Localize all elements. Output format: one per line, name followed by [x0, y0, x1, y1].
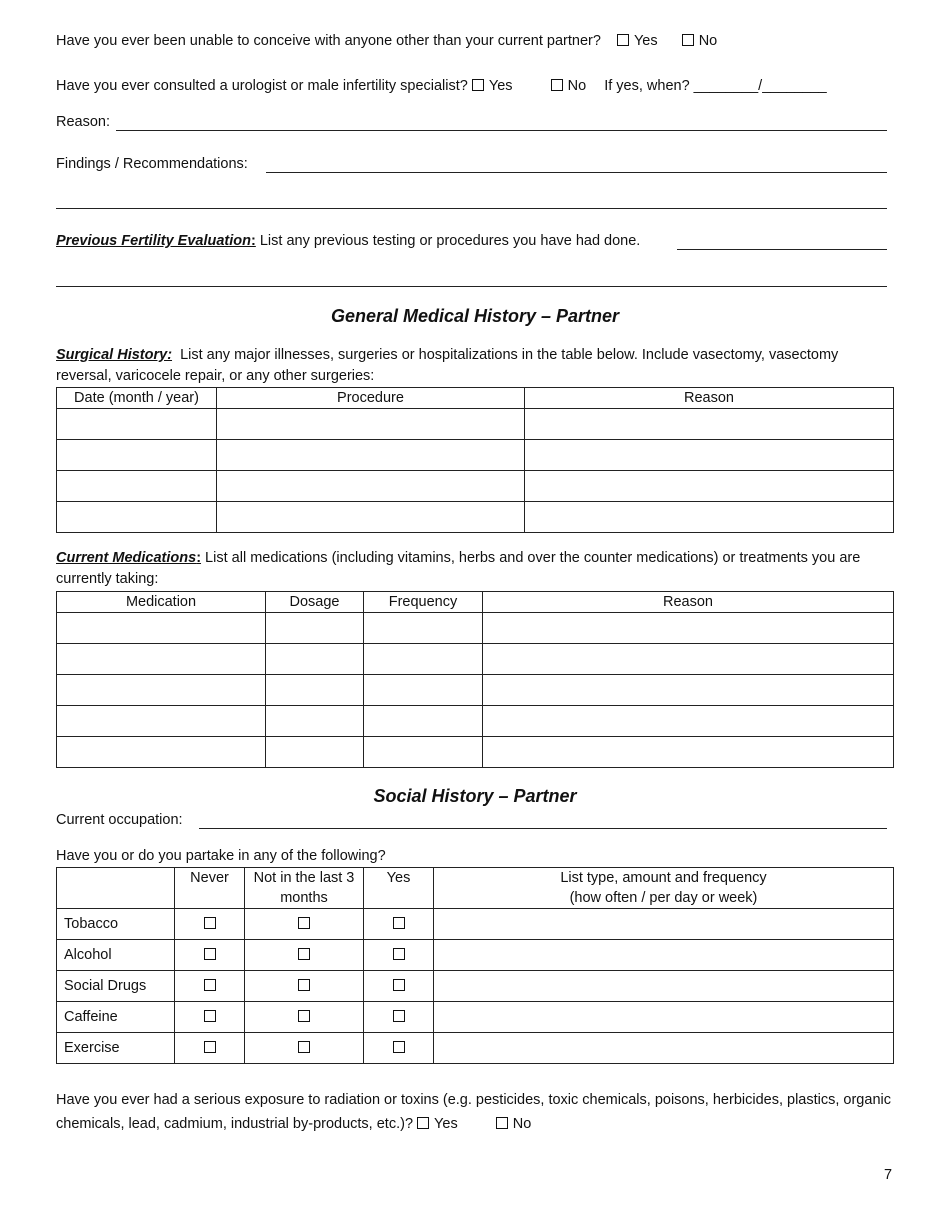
reason-cell[interactable] — [483, 737, 894, 768]
header-never: Never — [175, 868, 245, 909]
no-label: No — [698, 33, 718, 49]
medication-cell[interactable] — [57, 737, 266, 768]
table-row — [57, 737, 894, 768]
yes-label: Yes — [434, 1116, 458, 1132]
details-cell[interactable] — [434, 971, 894, 1002]
page-number: 7 — [884, 1167, 893, 1183]
row-label-alcohol: Alcohol — [57, 940, 175, 971]
social-history-title: Social History – Partner — [373, 786, 577, 806]
yes-label: Yes — [488, 78, 513, 94]
yes-checkbox[interactable] — [617, 34, 629, 46]
no-checkbox[interactable] — [496, 1117, 508, 1129]
row-label-exercise: Exercise — [57, 1033, 175, 1064]
yes-checkbox[interactable] — [393, 1010, 405, 1022]
reason-cell[interactable] — [525, 471, 894, 502]
surgical-history-table — [56, 387, 894, 533]
date-cell[interactable] — [57, 409, 217, 440]
previous-evaluation — [56, 233, 640, 249]
medication-cell[interactable] — [57, 675, 266, 706]
table-row — [57, 675, 894, 706]
never-checkbox[interactable] — [204, 979, 216, 991]
date-cell[interactable] — [57, 502, 217, 533]
header-blank — [57, 868, 175, 909]
header-medication: Medication — [57, 592, 266, 613]
header-reason: Reason — [525, 388, 894, 409]
table-row — [57, 940, 894, 971]
header-frequency: Frequency — [364, 592, 483, 613]
table-row — [57, 613, 894, 644]
medications-instructions — [56, 548, 896, 590]
procedure-cell[interactable] — [217, 471, 525, 502]
header-list-type-line2: (how often / per day or week) — [569, 890, 758, 906]
procedure-cell[interactable] — [217, 440, 525, 471]
details-cell[interactable] — [434, 1033, 894, 1064]
date-cell[interactable] — [57, 440, 217, 471]
reason-cell[interactable] — [483, 644, 894, 675]
header-procedure: Procedure — [217, 388, 525, 409]
date-cell[interactable] — [57, 471, 217, 502]
yes-checkbox[interactable] — [417, 1117, 429, 1129]
radiation-question — [56, 1088, 896, 1136]
medication-cell[interactable] — [57, 613, 266, 644]
frequency-cell[interactable] — [364, 613, 483, 644]
reason-cell[interactable] — [525, 502, 894, 533]
dosage-cell[interactable] — [266, 737, 364, 768]
findings-line-2[interactable] — [56, 208, 887, 209]
not-last-3-months-checkbox[interactable] — [298, 1041, 310, 1053]
radiation-question-text: Have you ever had a serious exposure to radiation or toxins (e.g. pesticides, toxic chemicals, poisons, herbicides, plastics, organic chemicals, lead, cadmium, industrial by-products, etc.)? — [56, 1092, 891, 1132]
header-date: Date (month / year) — [57, 388, 217, 409]
previous-evaluation-line[interactable] — [677, 249, 887, 250]
never-checkbox[interactable] — [204, 917, 216, 929]
reason-cell[interactable] — [483, 613, 894, 644]
not-last-3-months-checkbox[interactable] — [298, 948, 310, 960]
header-reason: Reason — [483, 592, 894, 613]
occupation-line[interactable] — [199, 828, 887, 829]
never-checkbox[interactable] — [204, 1010, 216, 1022]
never-checkbox[interactable] — [204, 1041, 216, 1053]
yes-checkbox[interactable] — [472, 79, 484, 91]
frequency-cell[interactable] — [364, 675, 483, 706]
previous-evaluation-line-2[interactable] — [56, 286, 887, 287]
yes-label: Yes — [633, 33, 658, 49]
partake-question: Have you or do you partake in any of the following? — [56, 848, 386, 864]
no-label: No — [512, 1116, 532, 1132]
yes-checkbox[interactable] — [393, 1041, 405, 1053]
header-list-type — [434, 868, 894, 909]
question-text: Have you ever consulted a urologist or male infertility specialist? — [56, 78, 468, 94]
table-row — [57, 440, 894, 471]
header-yes: Yes — [364, 868, 434, 909]
previous-evaluation-label: Previous Fertility Evaluation — [56, 233, 251, 249]
reason-cell[interactable] — [525, 409, 894, 440]
never-checkbox[interactable] — [204, 948, 216, 960]
medications-table — [56, 591, 894, 768]
dosage-cell[interactable] — [266, 706, 364, 737]
header-not-last-3-months: Not in the last 3 months — [245, 868, 364, 909]
findings-line[interactable] — [266, 172, 887, 173]
header-list-type-line1: List type, amount and frequency — [560, 870, 767, 886]
table-row — [57, 409, 894, 440]
table-row — [57, 1002, 894, 1033]
reason-cell[interactable] — [525, 440, 894, 471]
general-medical-title: General Medical History – Partner — [330, 306, 620, 326]
dosage-cell[interactable] — [266, 613, 364, 644]
not-last-3-months-checkbox[interactable] — [298, 1010, 310, 1022]
yes-checkbox[interactable] — [393, 917, 405, 929]
reason-cell[interactable] — [483, 675, 894, 706]
reason-line[interactable] — [116, 130, 887, 131]
table-row — [57, 1033, 894, 1064]
table-row — [57, 706, 894, 737]
social-history-table — [56, 867, 894, 1064]
previous-evaluation-text: List any previous testing or procedures you have had done. — [255, 233, 641, 249]
question-urologist — [56, 78, 827, 94]
table-row — [57, 471, 894, 502]
yes-checkbox[interactable] — [393, 948, 405, 960]
dosage-cell[interactable] — [266, 644, 364, 675]
surgical-history-text: List any major illnesses, surgeries or hospitalizations in the table below. Include vasectomy, vasectomy reversal, varicocele repair, or any other surgeries: — [56, 347, 843, 384]
table-row — [57, 909, 894, 940]
frequency-cell[interactable] — [364, 644, 483, 675]
table-row — [57, 971, 894, 1002]
question-text: Have you ever been unable to conceive with anyone other than your current partner? — [56, 33, 601, 49]
details-cell[interactable] — [434, 940, 894, 971]
procedure-cell[interactable] — [217, 502, 525, 533]
question-conceive — [56, 33, 717, 49]
colon: : — [196, 550, 202, 566]
details-cell[interactable] — [434, 909, 894, 940]
frequency-cell[interactable] — [364, 737, 483, 768]
findings-label: Findings / Recommendations: — [56, 156, 248, 172]
medication-cell[interactable] — [57, 644, 266, 675]
header-dosage: Dosage — [266, 592, 364, 613]
dosage-cell[interactable] — [266, 675, 364, 706]
yes-checkbox[interactable] — [393, 979, 405, 991]
surgical-history-label: Surgical History: — [56, 347, 173, 363]
medications-label: Current Medications — [56, 550, 197, 566]
when-field[interactable]: If yes, when? ________/________ — [604, 78, 827, 94]
details-cell[interactable] — [434, 1002, 894, 1033]
row-label-tobacco: Tobacco — [57, 909, 175, 940]
occupation-label: Current occupation: — [56, 812, 183, 828]
no-label: No — [567, 78, 587, 94]
procedure-cell[interactable] — [217, 409, 525, 440]
not-last-3-months-checkbox[interactable] — [298, 979, 310, 991]
medications-text: List all medications (including vitamins, herbs and over the counter medications) or treatments you are currently taking: — [56, 550, 861, 587]
table-row — [57, 644, 894, 675]
frequency-cell[interactable] — [364, 706, 483, 737]
row-label-caffeine: Caffeine — [57, 1002, 175, 1033]
reason-cell[interactable] — [483, 706, 894, 737]
table-row — [57, 502, 894, 533]
no-checkbox[interactable] — [551, 79, 563, 91]
row-label-social-drugs: Social Drugs — [57, 971, 175, 1002]
medication-cell[interactable] — [57, 706, 266, 737]
reason-label: Reason: — [56, 114, 111, 130]
surgical-history-instructions — [56, 345, 896, 387]
colon: : — [251, 233, 256, 249]
no-checkbox[interactable] — [682, 34, 694, 46]
not-last-3-months-checkbox[interactable] — [298, 917, 310, 929]
